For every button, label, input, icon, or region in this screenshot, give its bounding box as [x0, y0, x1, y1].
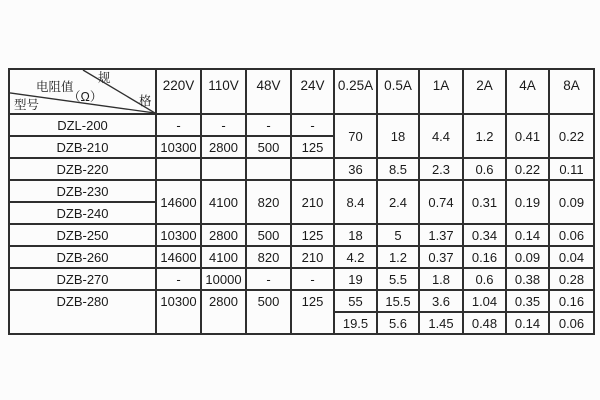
value-cell: 210 — [291, 246, 334, 268]
col-header-110v: 110V — [201, 69, 246, 114]
value-cell — [291, 158, 334, 180]
model-cell: DZB-270 — [9, 268, 156, 290]
col-header-220v: 220V — [156, 69, 201, 114]
value-cell: 0.48 — [463, 312, 506, 334]
value-cell: 0.11 — [549, 158, 594, 180]
value-cell: 3.6 — [419, 290, 463, 312]
model-cell: DZB-210 — [9, 136, 156, 158]
value-cell: 0.74 — [419, 180, 463, 224]
value-cell: 0.34 — [463, 224, 506, 246]
table-row — [9, 224, 594, 246]
value-cell: 2.4 — [377, 180, 419, 224]
value-cell: 18 — [334, 224, 377, 246]
value-cell: 4.4 — [419, 114, 463, 158]
value-cell: 8.4 — [334, 180, 377, 224]
value-cell: 18 — [377, 114, 419, 158]
value-cell: 500 — [246, 224, 291, 246]
value-cell: 1.04 — [463, 290, 506, 312]
value-cell: 1.8 — [419, 268, 463, 290]
value-cell: 0.04 — [549, 246, 594, 268]
value-cell: 1.45 — [419, 312, 463, 334]
value-cell: 820 — [246, 180, 291, 224]
value-cell — [246, 158, 291, 180]
value-cell: 0.09 — [506, 246, 549, 268]
value-cell: 210 — [291, 180, 334, 224]
resistance-label: 电阻值 — [36, 80, 74, 94]
value-cell: 2800 — [201, 290, 246, 334]
value-cell: 125 — [291, 224, 334, 246]
col-header-8a: 8A — [549, 69, 594, 114]
value-cell: 0.14 — [506, 312, 549, 334]
value-cell: 1.37 — [419, 224, 463, 246]
ohm-unit-label: （Ω） — [68, 90, 103, 104]
value-cell: 2800 — [201, 224, 246, 246]
value-cell: 5.6 — [377, 312, 419, 334]
spec-label-bottom: 格 — [139, 94, 152, 108]
value-cell: 0.16 — [463, 246, 506, 268]
col-header-4a: 4A — [506, 69, 549, 114]
value-cell: 0.6 — [463, 158, 506, 180]
value-cell — [156, 158, 201, 180]
table-row — [9, 246, 594, 268]
value-cell: 0.37 — [419, 246, 463, 268]
value-cell: 5 — [377, 224, 419, 246]
table-row — [9, 114, 594, 136]
value-cell: 55 — [334, 290, 377, 312]
value-cell — [201, 158, 246, 180]
value-cell: 500 — [246, 290, 291, 334]
col-header-2a: 2A — [463, 69, 506, 114]
resistance-spec-table — [8, 68, 595, 335]
value-cell: 0.22 — [506, 158, 549, 180]
value-cell: - — [156, 268, 201, 290]
header-row — [9, 69, 594, 114]
model-cell: DZB-260 — [9, 246, 156, 268]
value-cell: 0.41 — [506, 114, 549, 158]
value-cell: 0.14 — [506, 224, 549, 246]
model-cell: DZB-230 — [9, 180, 156, 202]
value-cell: 820 — [246, 246, 291, 268]
value-cell: 5.5 — [377, 268, 419, 290]
model-cell: DZB-280 — [9, 290, 156, 334]
value-cell: 0.19 — [506, 180, 549, 224]
table-row — [9, 290, 594, 312]
value-cell: 125 — [291, 136, 334, 158]
value-cell: - — [156, 114, 201, 136]
value-cell: 0.09 — [549, 180, 594, 224]
value-cell: 19 — [334, 268, 377, 290]
value-cell: - — [246, 268, 291, 290]
value-cell: 2800 — [201, 136, 246, 158]
value-cell: 0.28 — [549, 268, 594, 290]
model-cell: DZB-240 — [9, 202, 156, 224]
model-cell: DZB-250 — [9, 224, 156, 246]
model-cell: DZL-200 — [9, 114, 156, 136]
value-cell: 19.5 — [334, 312, 377, 334]
col-header-24v: 24V — [291, 69, 334, 114]
col-header-0-25a: 0.25A — [334, 69, 377, 114]
diagonal-header-cell — [9, 69, 156, 114]
value-cell: 15.5 — [377, 290, 419, 312]
col-header-1a: 1A — [419, 69, 463, 114]
table-row — [9, 158, 594, 180]
value-cell: 4.2 — [334, 246, 377, 268]
value-cell: 4100 — [201, 246, 246, 268]
col-header-0-5a: 0.5A — [377, 69, 419, 114]
value-cell: 0.16 — [549, 290, 594, 312]
value-cell: - — [291, 114, 334, 136]
value-cell: 4100 — [201, 180, 246, 224]
model-cell: DZB-220 — [9, 158, 156, 180]
value-cell: - — [246, 114, 291, 136]
value-cell: 70 — [334, 114, 377, 158]
value-cell: 10300 — [156, 290, 201, 334]
value-cell: 0.31 — [463, 180, 506, 224]
value-cell: 0.6 — [463, 268, 506, 290]
value-cell: 10300 — [156, 224, 201, 246]
value-cell: 0.35 — [506, 290, 549, 312]
value-cell: - — [291, 268, 334, 290]
value-cell: 36 — [334, 158, 377, 180]
spec-table-container — [8, 68, 595, 335]
value-cell: 14600 — [156, 246, 201, 268]
value-cell: 125 — [291, 290, 334, 334]
spec-label-top: 规 — [98, 71, 111, 85]
value-cell: 8.5 — [377, 158, 419, 180]
col-header-48v: 48V — [246, 69, 291, 114]
model-label: 型号 — [14, 98, 40, 112]
value-cell: - — [201, 114, 246, 136]
value-cell: 500 — [246, 136, 291, 158]
value-cell: 14600 — [156, 180, 201, 224]
value-cell: 0.38 — [506, 268, 549, 290]
value-cell: 0.06 — [549, 312, 594, 334]
value-cell: 2.3 — [419, 158, 463, 180]
value-cell: 0.06 — [549, 224, 594, 246]
table-row — [9, 180, 594, 202]
value-cell: 10300 — [156, 136, 201, 158]
value-cell: 1.2 — [463, 114, 506, 158]
table-row — [9, 268, 594, 290]
value-cell: 10000 — [201, 268, 246, 290]
value-cell: 0.22 — [549, 114, 594, 158]
value-cell: 1.2 — [377, 246, 419, 268]
